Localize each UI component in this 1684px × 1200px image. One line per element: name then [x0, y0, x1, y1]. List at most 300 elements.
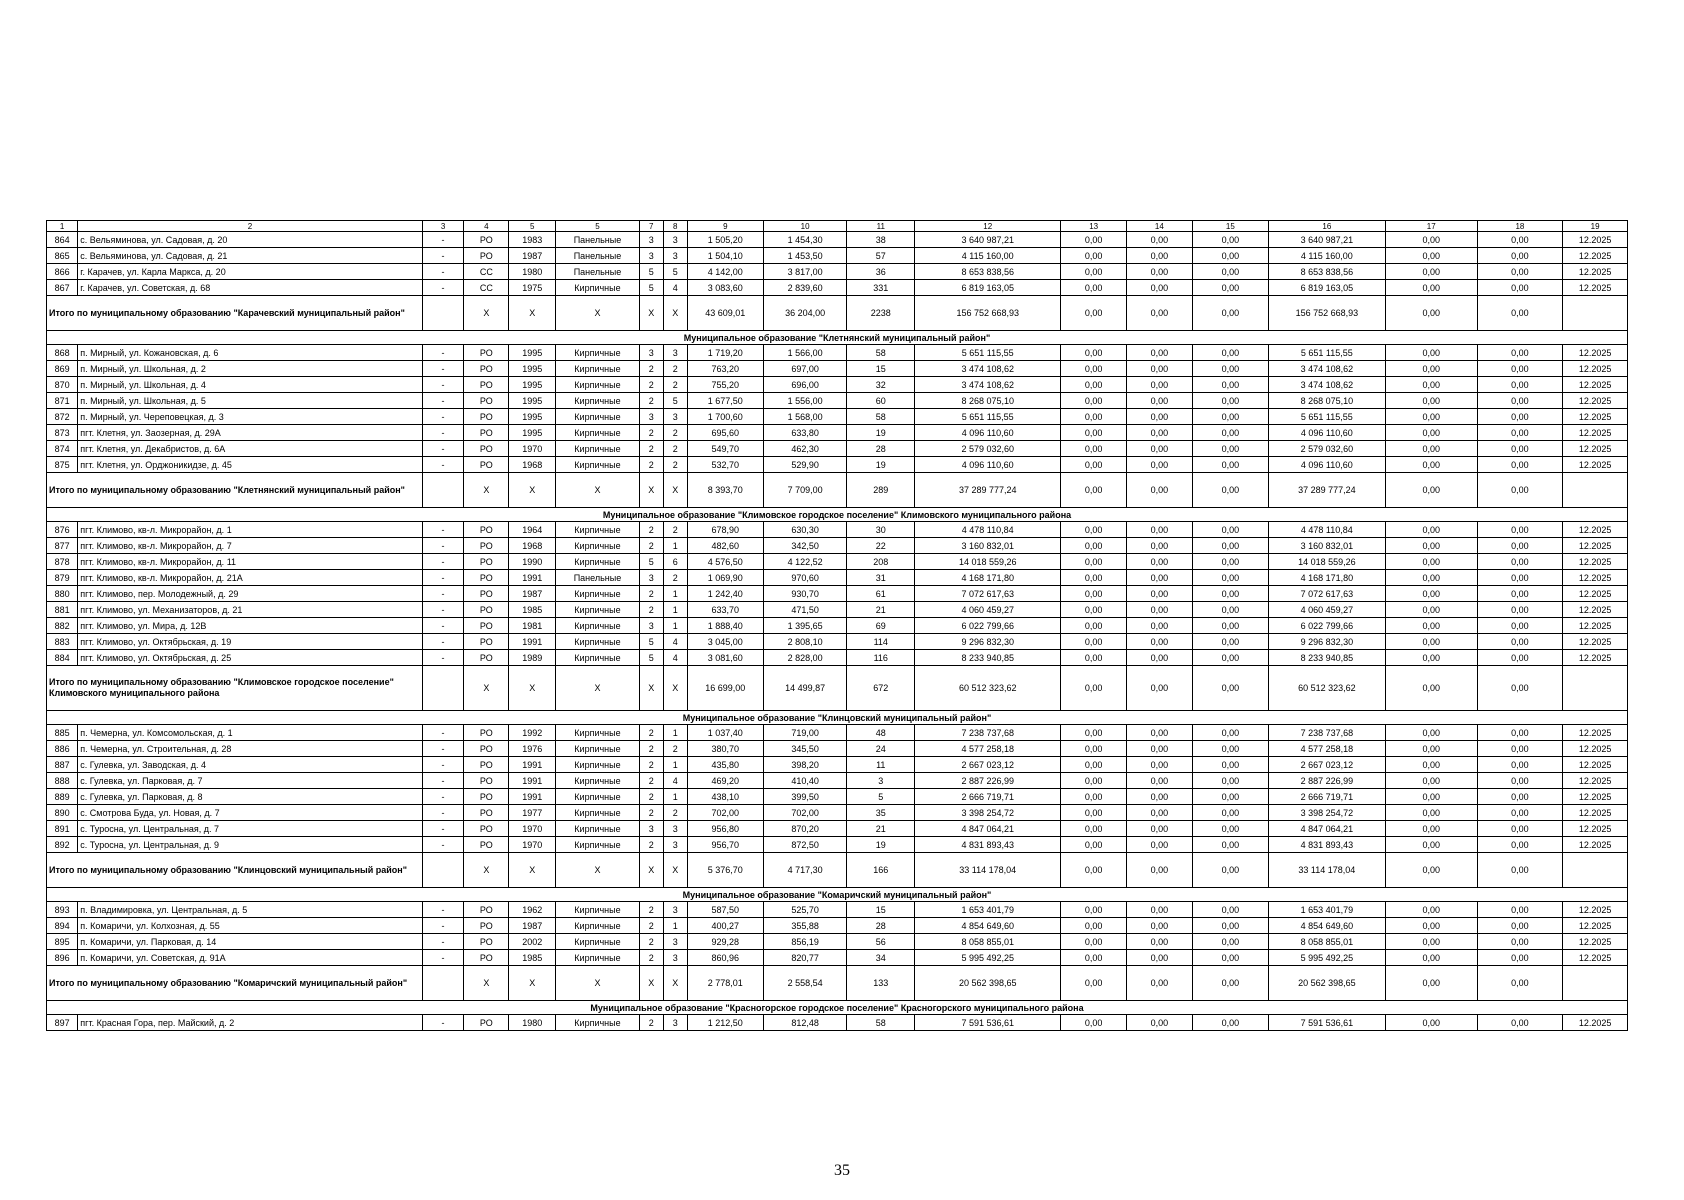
section-title: Муниципальное образование "Клетнянский муниципальный район": [47, 331, 1628, 345]
data-cell: 0,00: [1061, 425, 1127, 441]
data-cell: 1964: [509, 522, 556, 538]
data-cell: 12.2025: [1563, 741, 1628, 757]
data-cell: 0,00: [1385, 280, 1477, 296]
row-number-cell: 883: [47, 634, 78, 650]
table-row: [47, 934, 1628, 950]
row-number-cell: 874: [47, 441, 78, 457]
table-row: [47, 805, 1628, 821]
table-row: [47, 837, 1628, 853]
data-cell: 4 577 258,18: [915, 741, 1061, 757]
table-row: [47, 393, 1628, 409]
subtotal-cell: X: [663, 296, 687, 331]
data-cell: 930,70: [763, 586, 846, 602]
subtotal-cell: 20 562 398,65: [1268, 966, 1385, 1001]
data-cell: 4 854 649,60: [1268, 918, 1385, 934]
data-cell: 2: [663, 441, 687, 457]
data-cell: 58: [847, 1015, 915, 1031]
data-cell: -: [422, 902, 464, 918]
data-cell: РО: [464, 821, 509, 837]
table-row: [47, 757, 1628, 773]
subtotal-cell: 156 752 668,93: [1268, 296, 1385, 331]
data-cell: 1995: [509, 345, 556, 361]
data-cell: 0,00: [1477, 934, 1563, 950]
data-cell: 1: [663, 586, 687, 602]
table-row: [47, 570, 1628, 586]
data-cell: 12.2025: [1563, 264, 1628, 280]
data-cell: 2: [639, 457, 663, 473]
data-cell: 697,00: [763, 361, 846, 377]
data-cell: 0,00: [1061, 837, 1127, 853]
data-cell: Кирпичные: [556, 918, 639, 934]
data-cell: 12.2025: [1563, 586, 1628, 602]
data-cell: 7 072 617,63: [1268, 586, 1385, 602]
data-cell: 702,00: [763, 805, 846, 821]
data-cell: -: [422, 425, 464, 441]
data-cell: РО: [464, 650, 509, 666]
data-cell: 0,00: [1477, 757, 1563, 773]
subtotal-cell: 0,00: [1477, 473, 1563, 508]
section-header-row: [47, 331, 1628, 345]
data-cell: 12.2025: [1563, 837, 1628, 853]
column-number-header-row: [47, 221, 1628, 232]
subtotal-cell: X: [639, 296, 663, 331]
data-cell: 0,00: [1192, 457, 1268, 473]
data-cell: Кирпичные: [556, 377, 639, 393]
table-row: [47, 441, 1628, 457]
data-cell: 0,00: [1385, 773, 1477, 789]
section-title: Муниципальное образование "Климовское городское поселение" Климовского муниципального района: [47, 508, 1628, 522]
data-cell: 0,00: [1192, 757, 1268, 773]
data-cell: 1983: [509, 232, 556, 248]
data-cell: 1: [663, 618, 687, 634]
data-cell: -: [422, 725, 464, 741]
data-cell: 31: [847, 570, 915, 586]
data-cell: 22: [847, 538, 915, 554]
data-cell: 380,70: [687, 741, 763, 757]
column-number-cell: 11: [847, 221, 915, 232]
subtotal-cell: [1563, 666, 1628, 711]
subtotal-cell: [1563, 853, 1628, 888]
data-cell: 0,00: [1061, 902, 1127, 918]
data-cell: 929,28: [687, 934, 763, 950]
data-cell: 0,00: [1192, 538, 1268, 554]
data-cell: 3 474 108,62: [915, 361, 1061, 377]
data-cell: 60: [847, 393, 915, 409]
data-cell: 1991: [509, 789, 556, 805]
data-cell: 482,60: [687, 538, 763, 554]
data-cell: 208: [847, 554, 915, 570]
data-cell: 0,00: [1061, 602, 1127, 618]
table-row: [47, 522, 1628, 538]
data-cell: 3: [663, 821, 687, 837]
table-row: [47, 232, 1628, 248]
address-cell: с. Гулевка, ул. Парковая, д. 7: [78, 773, 422, 789]
data-cell: -: [422, 805, 464, 821]
data-cell: РО: [464, 805, 509, 821]
subtotal-cell: 0,00: [1061, 473, 1127, 508]
data-cell: 116: [847, 650, 915, 666]
data-cell: 12.2025: [1563, 950, 1628, 966]
data-cell: Кирпичные: [556, 741, 639, 757]
data-cell: 19: [847, 457, 915, 473]
data-cell: РО: [464, 918, 509, 934]
table-row: [47, 409, 1628, 425]
data-cell: РО: [464, 618, 509, 634]
data-cell: 3 081,60: [687, 650, 763, 666]
subtotal-label: Итого по муниципальному образованию "Карачевский муниципальный район": [47, 296, 423, 331]
data-cell: 1 037,40: [687, 725, 763, 741]
data-cell: 0,00: [1192, 280, 1268, 296]
table-row: [47, 602, 1628, 618]
subtotal-cell: 0,00: [1477, 853, 1563, 888]
data-cell: 469,20: [687, 773, 763, 789]
address-cell: с. Гулевка, ул. Заводская, д. 4: [78, 757, 422, 773]
data-cell: 7 238 737,68: [915, 725, 1061, 741]
subtotal-cell: 0,00: [1477, 966, 1563, 1001]
data-cell: 2: [639, 934, 663, 950]
data-cell: 1995: [509, 361, 556, 377]
subtotal-cell: 2 778,01: [687, 966, 763, 1001]
address-cell: с. Туросна, ул. Центральная, д. 9: [78, 837, 422, 853]
data-cell: 11: [847, 757, 915, 773]
data-cell: 0,00: [1192, 554, 1268, 570]
data-cell: 0,00: [1061, 457, 1127, 473]
data-cell: 1995: [509, 425, 556, 441]
data-cell: 0,00: [1477, 377, 1563, 393]
data-cell: 2: [639, 425, 663, 441]
subtotal-cell: 0,00: [1477, 296, 1563, 331]
data-cell: РО: [464, 725, 509, 741]
data-cell: 1: [663, 789, 687, 805]
data-cell: -: [422, 377, 464, 393]
data-cell: 0,00: [1192, 248, 1268, 264]
row-number-cell: 884: [47, 650, 78, 666]
address-cell: пгт. Климово, кв-л. Микрорайон, д. 1: [78, 522, 422, 538]
data-cell: 630,30: [763, 522, 846, 538]
data-cell: 1 653 401,79: [915, 902, 1061, 918]
data-cell: 12.2025: [1563, 602, 1628, 618]
data-cell: 0,00: [1477, 725, 1563, 741]
section-title: Муниципальное образование "Комаричский муниципальный район": [47, 888, 1628, 902]
data-cell: 1 504,10: [687, 248, 763, 264]
data-cell: 12.2025: [1563, 554, 1628, 570]
row-number-cell: 877: [47, 538, 78, 554]
row-number-cell: 890: [47, 805, 78, 821]
data-cell: 2: [663, 522, 687, 538]
subtotal-cell: 0,00: [1127, 666, 1193, 711]
data-cell: 0,00: [1477, 650, 1563, 666]
address-cell: пгт. Клетня, ул. Декабристов, д. 6А: [78, 441, 422, 457]
data-cell: 1 677,50: [687, 393, 763, 409]
subtotal-cell: X: [464, 473, 509, 508]
data-cell: 0,00: [1477, 522, 1563, 538]
data-cell: 0,00: [1385, 264, 1477, 280]
data-cell: -: [422, 232, 464, 248]
subtotal-cell: 5 376,70: [687, 853, 763, 888]
data-cell: Кирпичные: [556, 441, 639, 457]
data-cell: РО: [464, 741, 509, 757]
data-cell: 2: [663, 805, 687, 821]
data-cell: 3 474 108,62: [1268, 377, 1385, 393]
data-cell: 9 296 832,30: [915, 634, 1061, 650]
data-cell: -: [422, 538, 464, 554]
data-cell: 12.2025: [1563, 805, 1628, 821]
data-cell: 0,00: [1061, 586, 1127, 602]
data-cell: 12.2025: [1563, 425, 1628, 441]
data-cell: РО: [464, 522, 509, 538]
data-cell: 2: [639, 522, 663, 538]
data-cell: 2: [639, 725, 663, 741]
column-number-cell: 8: [663, 221, 687, 232]
data-cell: -: [422, 264, 464, 280]
data-cell: 8 233 940,85: [915, 650, 1061, 666]
data-cell: 471,50: [763, 602, 846, 618]
subtotal-cell: 0,00: [1385, 296, 1477, 331]
data-cell: 0,00: [1192, 425, 1268, 441]
data-cell: РО: [464, 361, 509, 377]
data-cell: 0,00: [1192, 232, 1268, 248]
data-cell: 525,70: [763, 902, 846, 918]
data-cell: 1 566,00: [763, 345, 846, 361]
data-cell: 0,00: [1192, 1015, 1268, 1031]
data-cell: 15: [847, 902, 915, 918]
data-cell: 1992: [509, 725, 556, 741]
data-cell: 0,00: [1061, 522, 1127, 538]
data-cell: 0,00: [1127, 773, 1193, 789]
data-cell: 3: [663, 950, 687, 966]
data-cell: 12.2025: [1563, 377, 1628, 393]
data-cell: 0,00: [1061, 361, 1127, 377]
data-cell: 0,00: [1127, 361, 1193, 377]
table-row: [47, 457, 1628, 473]
data-cell: 5: [639, 650, 663, 666]
data-cell: 7 591 536,61: [915, 1015, 1061, 1031]
subtotal-cell: 0,00: [1061, 666, 1127, 711]
data-cell: 3: [663, 837, 687, 853]
section-header-row: [47, 1001, 1628, 1015]
data-cell: 0,00: [1192, 789, 1268, 805]
subtotal-cell: [422, 296, 464, 331]
row-number-cell: 888: [47, 773, 78, 789]
data-cell: 0,00: [1061, 757, 1127, 773]
data-cell: 1970: [509, 821, 556, 837]
data-cell: 3: [639, 345, 663, 361]
data-cell: 0,00: [1385, 522, 1477, 538]
row-number-cell: 870: [47, 377, 78, 393]
data-cell: -: [422, 741, 464, 757]
data-cell: -: [422, 345, 464, 361]
subtotal-cell: 33 114 178,04: [915, 853, 1061, 888]
data-cell: 4 142,00: [687, 264, 763, 280]
data-cell: 0,00: [1127, 918, 1193, 934]
data-cell: 1985: [509, 950, 556, 966]
data-cell: 0,00: [1192, 805, 1268, 821]
row-number-cell: 880: [47, 586, 78, 602]
data-cell: 8 058 855,01: [915, 934, 1061, 950]
data-cell: 48: [847, 725, 915, 741]
data-cell: 1995: [509, 409, 556, 425]
address-cell: пгт. Клетня, ул. Заозерная, д. 29А: [78, 425, 422, 441]
data-cell: 0,00: [1385, 570, 1477, 586]
subtotal-cell: 33 114 178,04: [1268, 853, 1385, 888]
data-cell: 2: [663, 425, 687, 441]
data-cell: 4 478 110,84: [915, 522, 1061, 538]
column-number-cell: 13: [1061, 221, 1127, 232]
subtotal-cell: [422, 853, 464, 888]
data-cell: 1 242,40: [687, 586, 763, 602]
data-cell: Кирпичные: [556, 650, 639, 666]
data-cell: 1995: [509, 393, 556, 409]
data-cell: 0,00: [1477, 409, 1563, 425]
data-cell: 2: [639, 602, 663, 618]
subtotal-row: [47, 296, 1628, 331]
data-cell: 1968: [509, 538, 556, 554]
subtotal-label: Итого по муниципальному образованию "Клинцовский муниципальный район": [47, 853, 423, 888]
data-cell: 0,00: [1127, 789, 1193, 805]
data-cell: 1968: [509, 457, 556, 473]
data-cell: РО: [464, 634, 509, 650]
data-cell: 0,00: [1127, 425, 1193, 441]
subtotal-cell: X: [509, 473, 556, 508]
data-cell: РО: [464, 554, 509, 570]
subtotal-cell: X: [639, 666, 663, 711]
data-cell: 28: [847, 918, 915, 934]
data-cell: 0,00: [1477, 950, 1563, 966]
data-cell: 0,00: [1477, 586, 1563, 602]
row-number-cell: 868: [47, 345, 78, 361]
address-cell: п. Комаричи, ул. Колхозная, д. 55: [78, 918, 422, 934]
data-cell: 6: [663, 554, 687, 570]
data-cell: 8 268 075,10: [915, 393, 1061, 409]
table-row: [47, 264, 1628, 280]
data-cell: 2: [639, 586, 663, 602]
data-cell: 1991: [509, 570, 556, 586]
data-cell: 1981: [509, 618, 556, 634]
data-cell: 2: [639, 918, 663, 934]
data-cell: 1 556,00: [763, 393, 846, 409]
data-cell: -: [422, 393, 464, 409]
table-row: [47, 634, 1628, 650]
data-cell: 21: [847, 602, 915, 618]
section-header-row: [47, 888, 1628, 902]
data-cell: Кирпичные: [556, 586, 639, 602]
row-number-cell: 895: [47, 934, 78, 950]
data-cell: РО: [464, 934, 509, 950]
column-number-cell: 18: [1477, 221, 1563, 232]
column-number-cell: 5: [509, 221, 556, 232]
data-cell: Кирпичные: [556, 634, 639, 650]
column-number-cell: 3: [422, 221, 464, 232]
subtotal-cell: X: [509, 296, 556, 331]
data-cell: 3 398 254,72: [915, 805, 1061, 821]
data-cell: -: [422, 821, 464, 837]
data-cell: 0,00: [1127, 1015, 1193, 1031]
table-row: [47, 902, 1628, 918]
column-number-cell: 7: [639, 221, 663, 232]
data-cell: 0,00: [1477, 837, 1563, 853]
data-cell: 0,00: [1061, 918, 1127, 934]
data-cell: 4 060 459,27: [915, 602, 1061, 618]
data-cell: 0,00: [1477, 232, 1563, 248]
data-cell: 0,00: [1385, 837, 1477, 853]
data-cell: 3 398 254,72: [1268, 805, 1385, 821]
data-cell: 4 854 649,60: [915, 918, 1061, 934]
data-cell: 1989: [509, 650, 556, 666]
data-cell: 0,00: [1385, 634, 1477, 650]
data-cell: 820,77: [763, 950, 846, 966]
data-cell: 2: [639, 805, 663, 821]
data-cell: 2: [663, 377, 687, 393]
data-cell: -: [422, 409, 464, 425]
subtotal-row: [47, 473, 1628, 508]
data-cell: 3 474 108,62: [1268, 361, 1385, 377]
address-cell: г. Карачев, ул. Советская, д. 68: [78, 280, 422, 296]
row-number-cell: 897: [47, 1015, 78, 1031]
data-cell: 38: [847, 232, 915, 248]
row-number-cell: 875: [47, 457, 78, 473]
data-cell: 2: [639, 837, 663, 853]
subtotal-cell: X: [639, 853, 663, 888]
column-number-cell: 14: [1127, 221, 1193, 232]
data-cell: 398,20: [763, 757, 846, 773]
data-cell: 0,00: [1127, 934, 1193, 950]
data-cell: 0,00: [1061, 789, 1127, 805]
data-cell: 61: [847, 586, 915, 602]
data-cell: 4 096 110,60: [915, 457, 1061, 473]
data-cell: Кирпичные: [556, 934, 639, 950]
row-number-cell: 879: [47, 570, 78, 586]
column-number-cell: 2: [78, 221, 422, 232]
data-cell: 0,00: [1477, 821, 1563, 837]
data-cell: 549,70: [687, 441, 763, 457]
subtotal-cell: 672: [847, 666, 915, 711]
row-number-cell: 865: [47, 248, 78, 264]
data-cell: -: [422, 586, 464, 602]
data-cell: 5 995 492,25: [915, 950, 1061, 966]
data-cell: 4 576,50: [687, 554, 763, 570]
row-number-cell: 882: [47, 618, 78, 634]
data-cell: 2 666 719,71: [915, 789, 1061, 805]
data-cell: 12.2025: [1563, 757, 1628, 773]
data-cell: 8 058 855,01: [1268, 934, 1385, 950]
data-cell: 0,00: [1385, 586, 1477, 602]
address-cell: с. Туросна, ул. Центральная, д. 7: [78, 821, 422, 837]
row-number-cell: 873: [47, 425, 78, 441]
data-cell: РО: [464, 570, 509, 586]
data-cell: 633,80: [763, 425, 846, 441]
data-cell: 0,00: [1061, 934, 1127, 950]
subtotal-cell: 0,00: [1192, 966, 1268, 1001]
address-cell: пгт. Красная Гора, пер. Майский, д. 2: [78, 1015, 422, 1031]
address-cell: пгт. Климово, кв-л. Микрорайон, д. 11: [78, 554, 422, 570]
column-number-cell: 4: [464, 221, 509, 232]
data-cell: Кирпичные: [556, 522, 639, 538]
data-cell: Кирпичные: [556, 409, 639, 425]
data-cell: 0,00: [1385, 457, 1477, 473]
data-cell: 2 579 032,60: [1268, 441, 1385, 457]
data-cell: 15: [847, 361, 915, 377]
data-cell: 0,00: [1061, 377, 1127, 393]
data-cell: 0,00: [1192, 361, 1268, 377]
data-cell: РО: [464, 232, 509, 248]
data-cell: 0,00: [1061, 393, 1127, 409]
data-cell: 7 238 737,68: [1268, 725, 1385, 741]
data-cell: 4 847 064,21: [915, 821, 1061, 837]
subtotal-cell: X: [556, 296, 639, 331]
data-cell: 0,00: [1061, 248, 1127, 264]
data-cell: 0,00: [1192, 264, 1268, 280]
data-cell: 0,00: [1477, 441, 1563, 457]
